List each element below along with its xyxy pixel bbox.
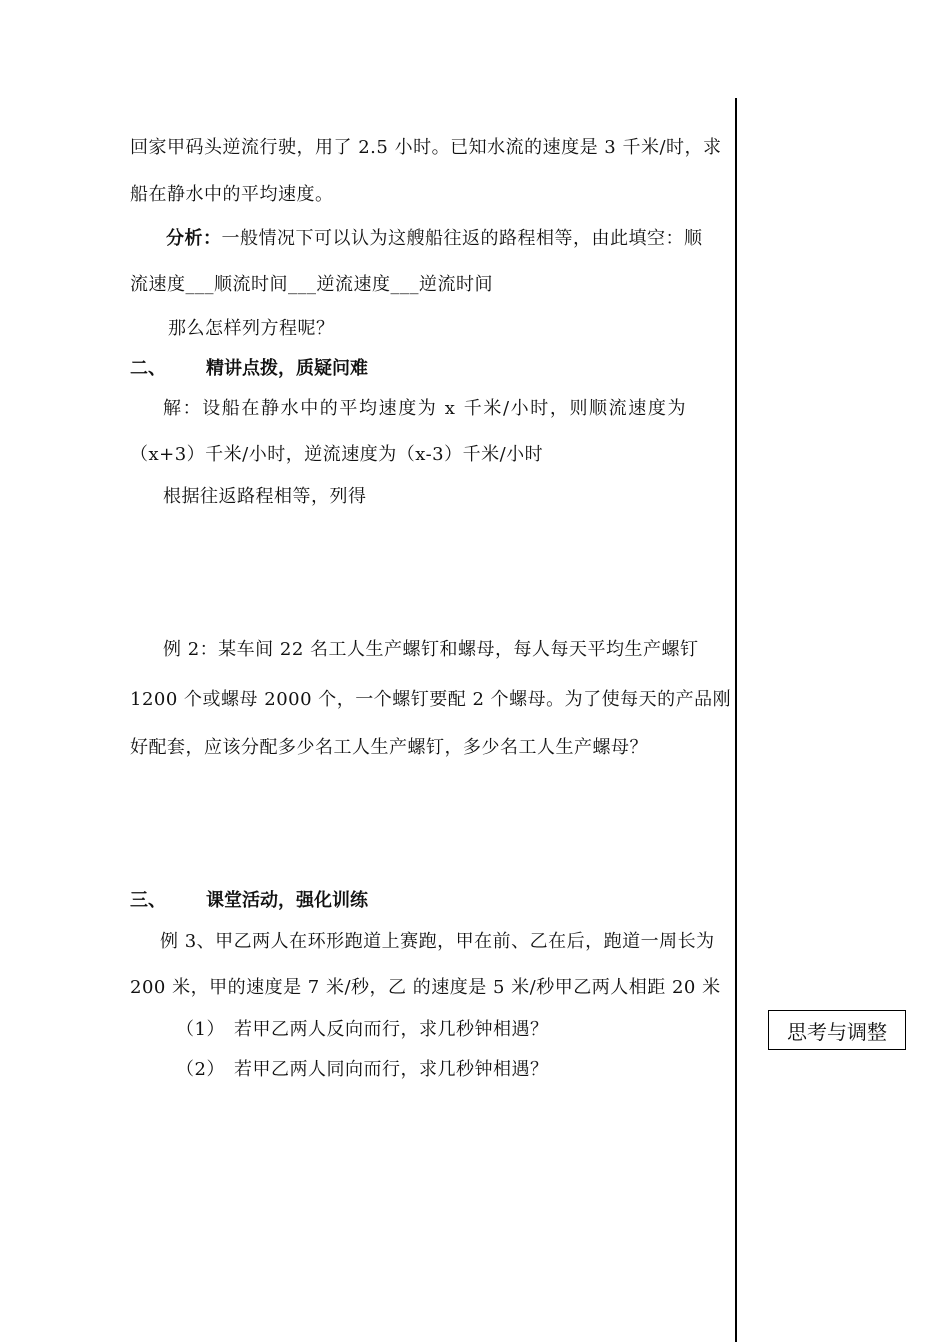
example3-q1: 若甲乙两人反向而行，求几秒钟相遇？	[234, 1019, 549, 1040]
section3-title: 课堂活动，强化训练	[206, 890, 368, 911]
solution-line2: （x+3）千米/小时，逆流速度为（x-3）千米/小时	[130, 444, 544, 465]
example2-line2: 1200 个或螺母 2000 个，一个螺钉要配 2 个螺母。为了使每天的产品刚	[130, 689, 732, 710]
section2-number: 二、	[130, 358, 166, 379]
section3-number: 三、	[130, 890, 166, 911]
solution-line3: 根据往返路程相等，列得	[163, 486, 367, 507]
example3-q2: 若甲乙两人同向而行，求几秒钟相遇？	[234, 1059, 549, 1080]
section2-title: 精讲点拨，质疑问难	[206, 358, 368, 379]
para1-line1: 回家甲码头逆流行驶，用了 2.5 小时。已知水流的速度是 3 千米/时，求	[130, 137, 722, 158]
analysis-label: 分析：	[166, 228, 222, 249]
example3-q1-number: （1）	[176, 1019, 225, 1040]
example3-line1: 例 3、甲乙两人在环形跑道上赛跑，甲在前、乙在后，跑道一周长为	[160, 931, 715, 952]
example3-line2: 200 米，甲的速度是 7 米/秒，乙 的速度是 5 米/秒甲乙两人相距 20 米	[130, 977, 721, 998]
example2-line1: 例 2：某车间 22 名工人生产螺钉和螺母，每人每天平均生产螺钉	[163, 639, 699, 660]
example2-line3: 好配套，应该分配多少名工人生产螺钉，多少名工人生产螺母？	[130, 737, 648, 758]
solution-line1: 解：设船在静水中的平均速度为 x 千米/小时，则顺流速度为	[163, 398, 688, 419]
margin-divider-line	[735, 98, 737, 1342]
example3-q2-number: （2）	[176, 1059, 225, 1080]
analysis-text: 一般情况下可以认为这艘船往返的路程相等，由此填空：顺	[221, 228, 703, 249]
reflection-box: 思考与调整	[768, 1010, 906, 1050]
analysis-line2: 流速度___顺流时间___逆流速度___逆流时间	[130, 274, 493, 295]
analysis-question: 那么怎样列方程呢？	[168, 318, 335, 339]
para1-line2: 船在静水中的平均速度。	[130, 184, 334, 205]
analysis-line1	[166, 224, 703, 250]
